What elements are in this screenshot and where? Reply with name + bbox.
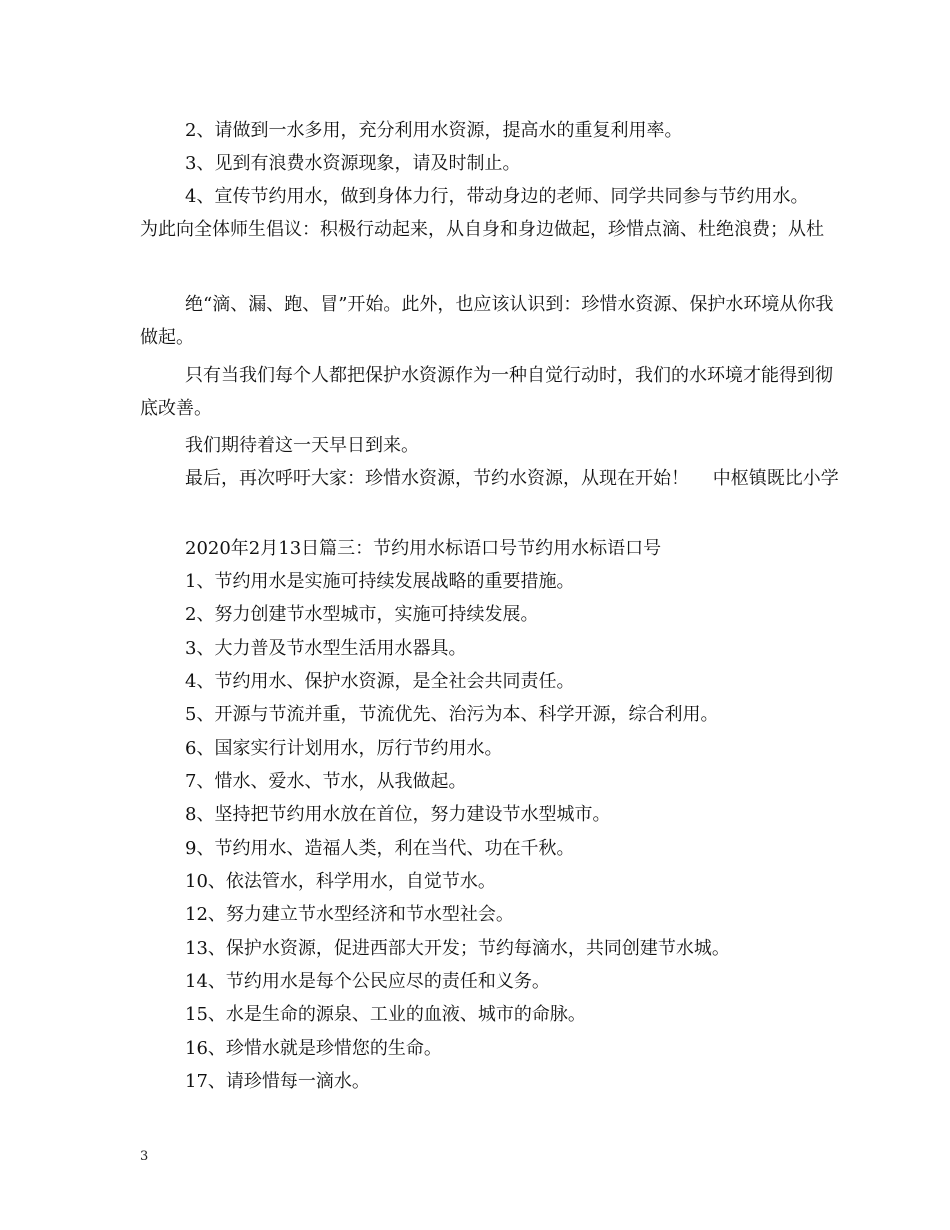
paragraph-7: 我们期待着这一天早日到来。 [185, 435, 419, 456]
paragraph-15: 6、国家实行计划用水，厉行节约用水。 [185, 738, 503, 759]
paragraph-17: 8、坚持把节约用水放在首位，努力建设节水型城市。 [185, 804, 611, 825]
paragraph-2: 3、见到有浪费水资源现象，请及时制止。 [185, 153, 521, 174]
paragraph-25: 17、请珍惜每一滴水。 [185, 1071, 370, 1092]
paragraph-13: 4、节约用水、保护水资源，是全社会共同责任。 [185, 671, 575, 692]
paragraph-18: 9、节约用水、造福人类，利在当代、功在千秋。 [185, 838, 575, 859]
page-number: 3 [140, 1149, 149, 1164]
paragraph-14: 5、开源与节流并重，节流优先、治污为本、科学开源，综合利用。 [185, 704, 719, 725]
paragraph-12: 3、大力普及节水型生活用水器具。 [185, 638, 467, 659]
paragraph-22: 14、节约用水是每个公民应尽的责任和义务。 [185, 971, 550, 992]
paragraph-6: 只有当我们每个人都把保护水资源作为一种自觉行动时，我们的水环境才能得到彻底改善。 [140, 365, 833, 419]
paragraph-19: 10、依法管水，科学用水，自觉节水。 [185, 871, 496, 892]
paragraph-1: 2、请做到一水多用，充分利用水资源，提高水的重复利用率。 [185, 120, 683, 141]
paragraph-10: 1、节约用水是实施可持续发展战略的重要措施。 [185, 571, 575, 592]
paragraph-21: 13、保护水资源，促进西部大开发；节约每滴水，共同创建节水城。 [185, 938, 730, 959]
paragraph-16: 7、惜水、爱水、节水，从我做起。 [185, 771, 467, 792]
paragraph-8: 最后，再次呼吁大家：珍惜水资源，节约水资源，从现在开始！ 中枢镇既比小学 [185, 468, 839, 489]
paragraph-23: 15、水是生命的源泉、工业的血液、城市的命脉。 [185, 1004, 586, 1025]
paragraph-5: 绝“滴、漏、跑、冒”开始。此外，也应该认识到：珍惜水资源、保护水环境从你我做起。 [140, 294, 834, 348]
paragraph-24: 16、珍惜水就是珍惜您的生命。 [185, 1038, 442, 1059]
paragraph-20: 12、努力建立节水型经济和节水型社会。 [185, 904, 514, 925]
paragraph-3: 4、宣传节约用水，做到身体力行，带动身边的老师、同学共同参与节约用水。 [185, 186, 809, 207]
paragraph-11: 2、努力创建节水型城市，实施可持续发展。 [185, 604, 539, 625]
paragraph-9: 2020年2月13日篇三：节约用水标语口号节约用水标语口号 [185, 538, 662, 559]
paragraph-4: 为此向全体师生倡议：积极行动起来，从自身和身边做起，珍惜点滴、杜绝浪费；从杜 [140, 219, 824, 240]
